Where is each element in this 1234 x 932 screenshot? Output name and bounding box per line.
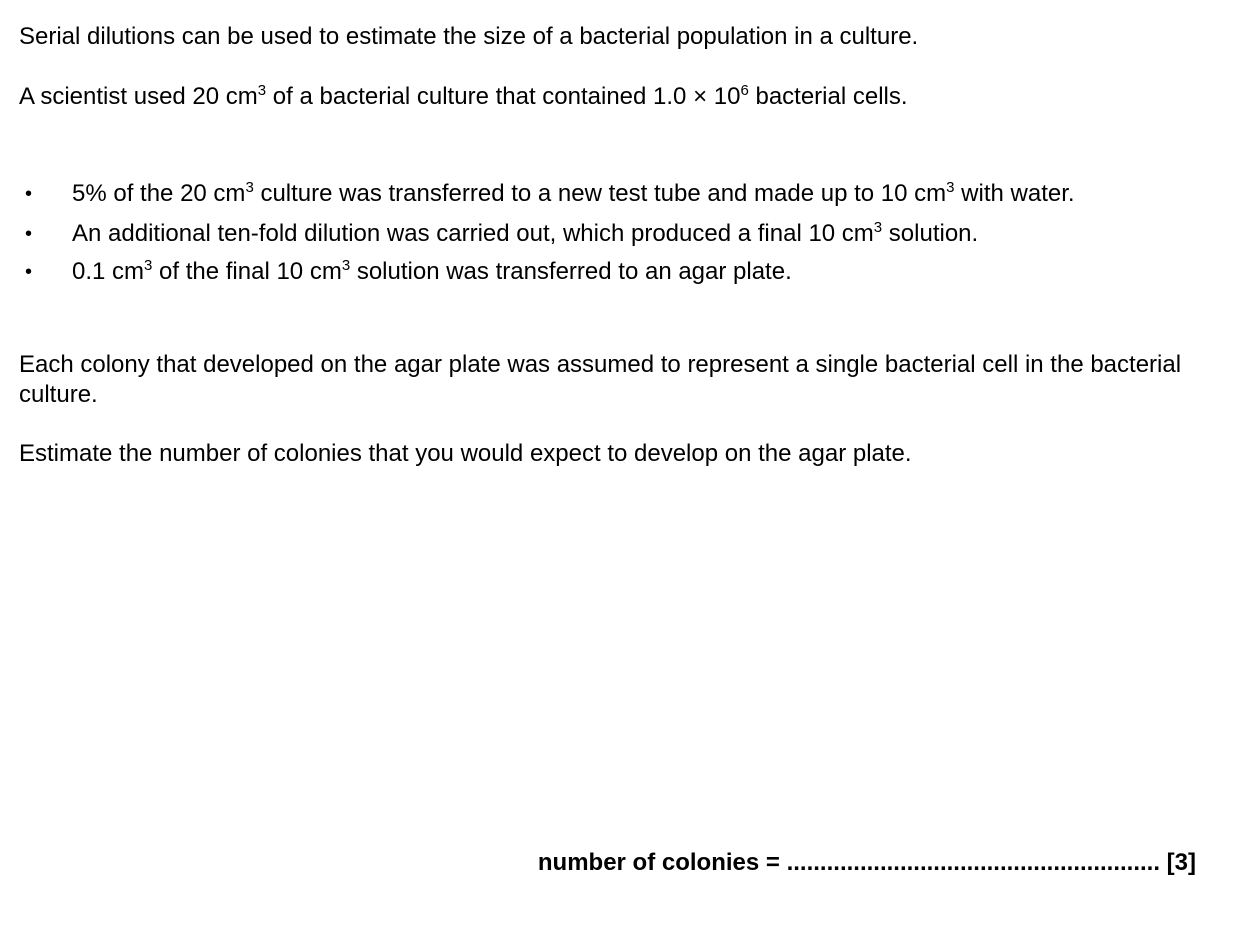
scenario-text <box>19 82 908 112</box>
superscript: 3 <box>257 82 267 99</box>
answer-line[interactable] <box>538 847 1196 879</box>
superscript: 3 <box>873 219 883 236</box>
marks-label: [3] <box>1160 849 1196 876</box>
superscript: 3 <box>144 257 153 274</box>
bullet-icon: • <box>25 261 33 283</box>
answer-dotted-line[interactable]: ........................................................ <box>786 849 1160 876</box>
bullet-text: An additional ten-fold dilution was carried out, which produced a final 10 $cm^3$ solution. <box>72 219 979 247</box>
scenario-text-part: of a bacterial culture that contained 1.0 × 10 <box>266 83 741 110</box>
bullet-icon: • <box>25 223 33 245</box>
superscript: 6 <box>740 82 749 99</box>
bullet-icon: • <box>25 183 33 205</box>
superscript: 3 <box>245 179 254 196</box>
superscript: 3 <box>341 257 351 274</box>
bullet-text: 0.1 $cm^3$ of the final 10 $cm^3$ solution was transferred to an agar plate. <box>72 257 792 285</box>
bullet-text: 5% of the 20 $cm^3$ culture was transferred to a new test tube and made up to 10 $cm^3$ with water. <box>72 179 1075 207</box>
scenario-text-part: A scientist used 20 cm <box>19 83 258 110</box>
question-text: Estimate the number of colonies that you would expect to develop on the agar plate. <box>19 440 912 467</box>
superscript: 3 <box>946 179 955 196</box>
assumption-text: Each colony that developed on the agar plate was assumed to represent a single bacterial cell in the bacterial culture. <box>19 351 1182 408</box>
scenario-text-part: bacterial cells. <box>748 83 908 110</box>
intro-text: Serial dilutions can be used to estimate the size of a bacterial population in a culture. <box>19 23 919 50</box>
answer-label: number of colonies = <box>537 849 787 876</box>
